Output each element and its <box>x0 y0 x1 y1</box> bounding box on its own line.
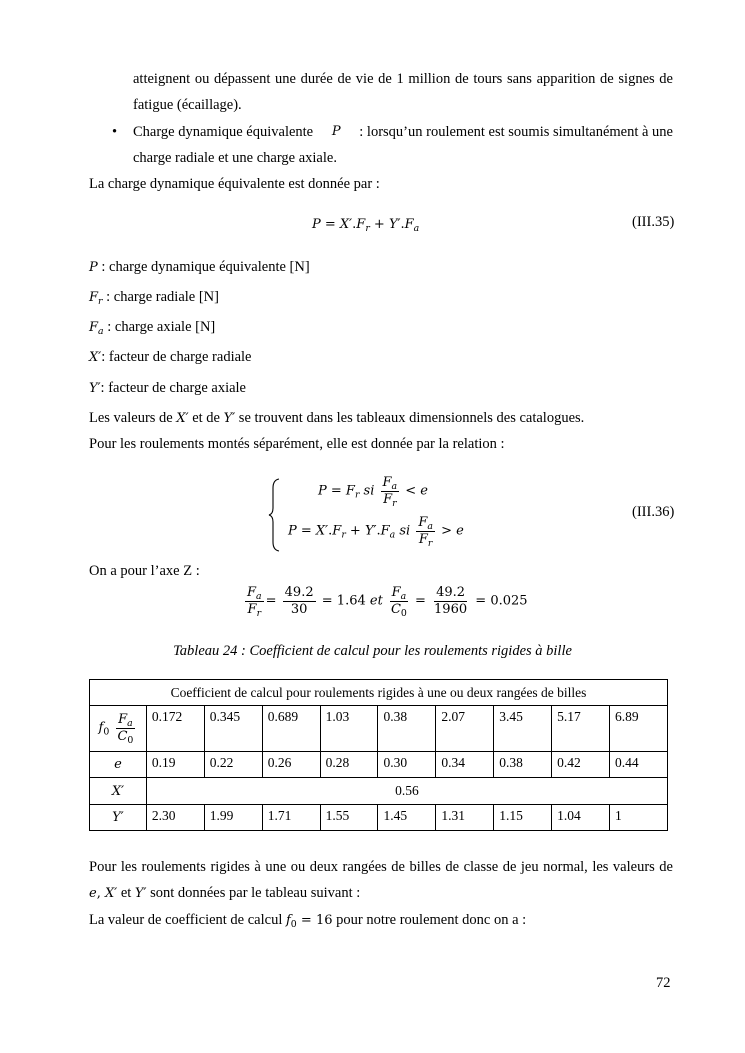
def-y <box>89 380 246 397</box>
f0-cell: 0.38 <box>378 706 436 752</box>
table-row-f0 <box>90 706 668 752</box>
row-label-f0: $f_0$ $\frac{F_a}{C_0}$ <box>90 706 147 752</box>
f0-value: 16 <box>315 913 333 928</box>
y-cell: 1.31 <box>436 805 494 831</box>
system-brace <box>268 478 282 552</box>
para-separate: Pour les roulements montés séparément, elle est donnée par la relation : <box>89 436 505 452</box>
def-fr-symbol: $F_r$ <box>89 290 103 307</box>
e-cell: 0.38 <box>494 752 552 778</box>
intro-line-1: atteignent ou dépassent une durée de vie de 1 million de tours sans apparition de signes de <box>133 71 673 87</box>
y-cell: 1.15 <box>494 805 552 831</box>
bullet-var-p: P <box>331 124 341 139</box>
def-p-symbol: P <box>89 260 98 275</box>
table-caption: Tableau 24 : Coefficient de calcul pour les roulements rigides à bille <box>173 643 572 659</box>
frac-fa-c0: $\frac{F_a}{C_0}$ <box>390 585 407 619</box>
e-cell: 0.22 <box>204 752 262 778</box>
axe-z-text: On a pour l’axe Z : <box>89 563 200 579</box>
e-cell: 0.44 <box>609 752 667 778</box>
e-cell: 0.42 <box>552 752 610 778</box>
para-values-x: X′ <box>176 411 189 426</box>
f0-cell: 5.17 <box>552 706 610 752</box>
ratio-2-result: 0.025 <box>490 593 528 609</box>
frac-ratio-2 <box>432 586 469 616</box>
def-p <box>89 259 310 276</box>
x-cell: 0.56 <box>146 778 667 805</box>
def-y-symbol: Y′ <box>89 381 101 396</box>
e-cell: 0.30 <box>378 752 436 778</box>
def-p-text: : charge dynamique équivalente [N] <box>101 259 310 275</box>
para-after-line-1: Pour les roulements rigides à une ou deux rangées de billes de classe de jeu normal, les valeurs de <box>89 859 673 875</box>
frac-fa-c0-table: $\frac{F_a}{C_0}$ <box>117 712 134 746</box>
def-fr-text: : charge radiale [N] <box>106 289 219 305</box>
bullet-text-b: : lorsqu’un roulement est soumis simultanément à une <box>359 124 673 140</box>
table-row-y <box>90 805 668 831</box>
row-label-x: X′ <box>90 778 147 805</box>
frac-fa-fr-1: $\frac{F_a}{F_r}$ <box>382 475 398 509</box>
table-row-e <box>90 752 668 778</box>
coefficient-table <box>89 679 668 831</box>
para-values-b: et de <box>192 410 220 426</box>
table-row-x <box>90 778 668 805</box>
bullet-line-2: charge radiale et une charge axiale. <box>133 150 337 166</box>
para-after-line-3-a: La valeur de coefficient de calcul <box>89 912 283 928</box>
e-cell: 0.26 <box>262 752 320 778</box>
y-cell: 1 <box>609 805 667 831</box>
y-cell: 1.04 <box>552 805 610 831</box>
def-fa-symbol: $F_a$ <box>89 320 104 337</box>
equation-iii-36-line-2: $P = X'.F_r + Y'.F_a$ si $\frac{F_a}{F_r}$ > e <box>288 515 464 549</box>
ratio-1-numerator: 49.2 <box>284 585 314 600</box>
y-cell: 1.71 <box>262 805 320 831</box>
y-cell: 2.30 <box>146 805 204 831</box>
equation-iii-35: $P = X'.F_r + Y'.F_a$ <box>312 217 420 234</box>
para-values-c: se trouvent dans les tableaux dimensionnels des catalogues. <box>238 410 585 426</box>
f0-cell: 0.345 <box>204 706 262 752</box>
f0-symbol: $f_0$ = <box>285 913 312 930</box>
e-cell: 0.19 <box>146 752 204 778</box>
para-after-line-3-b: pour notre roulement donc on a : <box>336 912 527 928</box>
page-number: 72 <box>656 975 671 991</box>
f0-cell: 2.07 <box>436 706 494 752</box>
para-after-line-2 <box>89 885 360 902</box>
frac-fa-fr-3: $\frac{F_a}{F_r}$ <box>247 585 262 619</box>
para-values-a: Les valeurs de <box>89 410 173 426</box>
para-values-y: Y′ <box>223 411 236 426</box>
def-x-symbol: X′ <box>89 350 102 365</box>
row-label-e: e <box>90 752 147 778</box>
bullet-text-a: Charge dynamique équivalente <box>133 124 314 140</box>
def-x-text: : facteur de charge radiale <box>101 349 252 365</box>
para-after-y: Y′ <box>134 886 147 901</box>
y-cell: 1.55 <box>320 805 378 831</box>
given-by-text: La charge dynamique équivalente est donnée par : <box>89 176 380 192</box>
ratio-1-denominator: 30 <box>290 601 308 617</box>
table-header: Coefficient de calcul pour roulements rigides à une ou deux rangées de billes <box>90 680 668 706</box>
row-label-y: Y′ <box>90 805 147 831</box>
def-fa <box>89 319 215 336</box>
def-fa-text: : charge axiale [N] <box>107 319 216 335</box>
para-values <box>89 410 584 427</box>
f0-cell: 0.689 <box>262 706 320 752</box>
equation-label-iii-35: (III.35) <box>632 214 675 230</box>
para-after-et: et <box>120 885 132 901</box>
ratio-2-denominator: 1960 <box>434 601 468 617</box>
bullet-line-1 <box>133 124 673 141</box>
table-header-row <box>90 680 668 706</box>
ratio-1-result: 1.64 <box>336 593 366 609</box>
equation-iii-36-line-1: $P = F_r$ si $\frac{F_a}{F_r}$ < e <box>318 475 428 509</box>
ratio-2-numerator: 49.2 <box>436 585 466 600</box>
intro-line-2: fatigue (écaillage). <box>133 97 242 113</box>
para-after-vars: e, X′ <box>89 886 118 901</box>
f0-cell: 6.89 <box>609 706 667 752</box>
def-x <box>89 349 252 366</box>
e-cell: 0.28 <box>320 752 378 778</box>
f0-cell: 3.45 <box>494 706 552 752</box>
f0-cell: 1.03 <box>320 706 378 752</box>
f0-cell: 0.172 <box>146 706 204 752</box>
y-cell: 1.45 <box>378 805 436 831</box>
bullet-dot: • <box>112 124 118 140</box>
para-after-line-3 <box>89 912 526 929</box>
frac-fa-fr-2: $\frac{F_a}{F_r}$ <box>418 515 433 549</box>
frac-ratio-1 <box>283 586 316 616</box>
equation-label-iii-36: (III.36) <box>632 504 675 520</box>
para-after-text: sont données par le tableau suivant : <box>150 885 361 901</box>
def-y-text: : facteur de charge axiale <box>100 380 246 396</box>
e-cell: 0.34 <box>436 752 494 778</box>
y-cell: 1.99 <box>204 805 262 831</box>
def-fr <box>89 289 219 306</box>
axe-z-calculation: $\frac{F_a}{F_r}$ = $\frac{49.2}{30}$ = 1.64 et $\frac{F_a}{C_0}$ = $\frac{49.2}{1960}$ = 0.025 <box>247 585 528 619</box>
